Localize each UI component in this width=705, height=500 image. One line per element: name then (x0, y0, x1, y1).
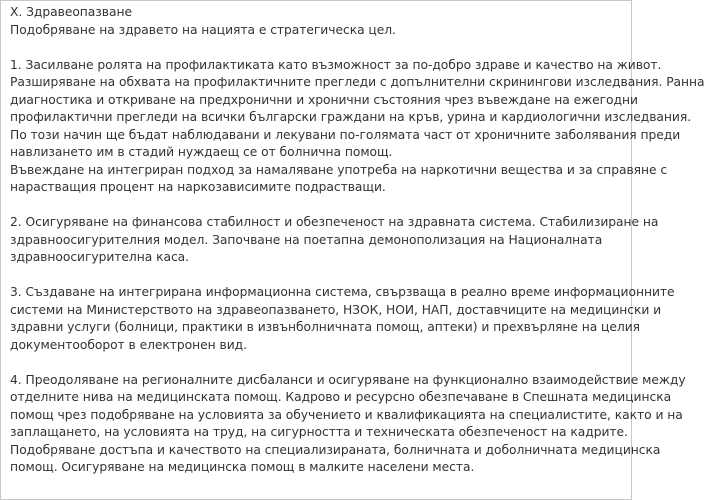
paragraph-line: диагностика и откриване на предхронични и хронични състояния чрез въвеждане на ежегодни (10, 92, 638, 107)
paragraph-line: По този начин ще бъдат наблюдавани и лекувани по-голямата част от хроничните заболявания преди (10, 127, 681, 142)
paragraph-line: 3. Създаване на интегрирана информационна система, свързваща в реално време информационните (10, 285, 675, 299)
paragraph-1 (10, 57, 705, 197)
paragraph-line: здравни услуги (болници, практики в извънболничната помощ, аптеки) и прехвърляне на целия (10, 320, 640, 334)
paragraph-2 (10, 214, 659, 267)
paragraph-line: помощ. Осигуряване на медицинска помощ в малките населени места. (10, 460, 475, 474)
paragraph-line: 1. Засилване ролята на профилактиката като възможност за по-добро здраве и качество на живот. (10, 57, 662, 72)
paragraph-line: системи на Министерството на здравеопазването, НЗОК, НОИ, НАП, доставчиците на медицински и (10, 302, 662, 317)
paragraph-spacer (10, 197, 624, 215)
paragraph-line: 4. Преодоляване на регионалните дисбаланси и осигуряване на функционално взаимодействие между (10, 372, 686, 387)
paragraph-spacer (10, 267, 624, 285)
paragraph-line: Подобряване достъпа и качеството на специализираната, болничната и доболничната медицинска (10, 442, 661, 457)
paragraph-4 (10, 372, 686, 477)
document-body (10, 4, 705, 477)
paragraph-line: Разширяване на обхвата на профилактичните прегледи с допълнителни скринингови изследвания. Ранна (10, 75, 705, 89)
paragraph-line: профилактични прегледи на всички български граждани на кръв, урина и кардиологични изследвания. (10, 110, 692, 124)
paragraph-line: навлизането им в стадий нуждаещ се от болнична помощ. (10, 145, 393, 159)
paragraph-line: помощ чрез подобряване на условията за обучението и квалификацията на специалистите, както и на (10, 407, 683, 422)
paragraph-spacer (10, 39, 624, 57)
paragraph-line: заплащането, на условията на труд, на сигурността и техническата обезпеченост на кадрите. (10, 425, 628, 439)
paragraph-line: отделните нива на медицинската помощ. Кадрово и ресурсно обезпечаване в Спешната медицинска (10, 390, 672, 404)
section-heading: X. Здравеопазване (10, 5, 132, 19)
paragraph-line: 2. Осигуряване на финансова стабилност и обезпеченост на здравната система. Стабилизиране на (10, 215, 659, 229)
paragraph-line: нарастващия процент на наркозависимите подрастващи. (10, 180, 386, 194)
paragraph-line: Въвеждане на интегриран подход за намаляване употреба на наркотични вещества и за справяне с (10, 162, 668, 177)
paragraph-line: здравноосигурителна каса. (10, 250, 189, 264)
paragraph-3 (10, 284, 675, 354)
intro-text: Подобряване на здравето на нацията е стратегическа цел. (10, 22, 396, 37)
paragraph-line: здравноосигурителния модел. Започване на поетапна демонополизация на Националната (10, 232, 603, 247)
paragraph-spacer (10, 354, 624, 372)
paragraph-line: документооборот в електронен вид. (10, 337, 247, 352)
